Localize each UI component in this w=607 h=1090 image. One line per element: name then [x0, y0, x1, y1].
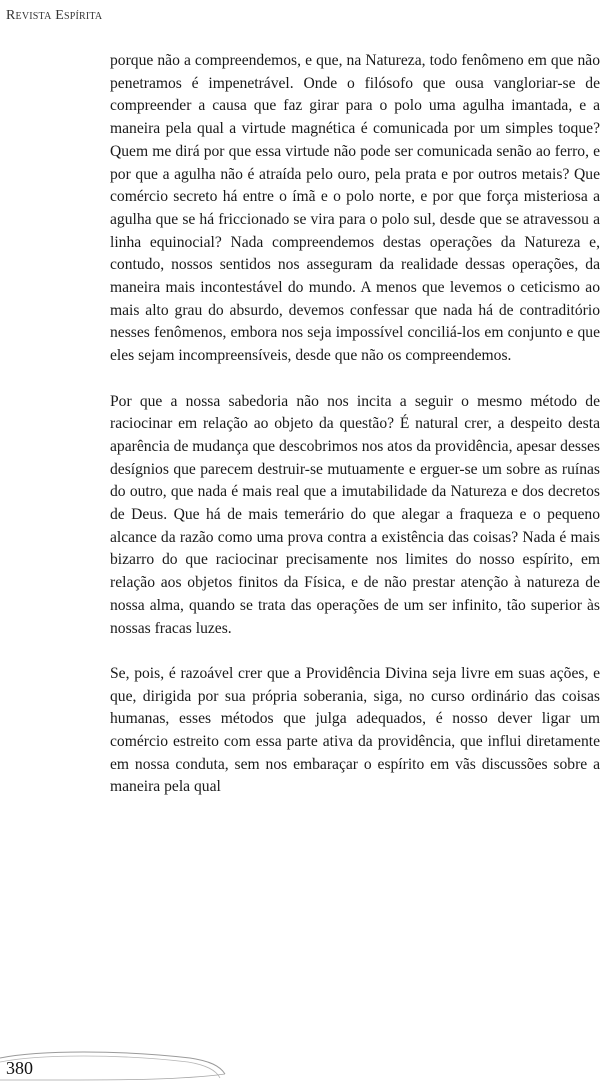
paragraph-2: Por que a nossa sabedoria não nos incita a seguir o mesmo método de raciocinar em relação ao objeto da questão? É natural crer, a despeito desta aparência de mudança que descobrimos nos atos da providência, apesar desses desígnios que parecem destruir-se mutuamente e erguer-se um sobre as ruínas do outro, que nada é mais real que a imutabilidade da Natureza e dos decretos de Deus. Que há de mais temerário do que alegar a fraqueza e o pequeno alcance da razão como uma prova contra a existência das coisas? Nada é mais bizarro do que raciocinar precisamente nos limites do nosso espírito, em relação aos objetos finitos da Física, e de não prestar atenção à natureza de nossa alma, quando se trata das operações de um ser infinito, tão superior às nossas fracas luzes. [110, 392, 600, 637]
footer-swoosh-decoration [0, 1044, 230, 1084]
page-number: 380 [6, 1058, 33, 1078]
paragraph-1: porque não a compreendemos, e que, na Natureza, todo fenômeno em que não penetramos é impenetrável. Onde o filósofo que ousa vangloriar-se de compreender a causa que faz girar para o polo uma agulha imantada, e a maneira pela qual a virtude magnética é comunicada por um simples toque? Quem me dirá por que essa virtude não pode ser comunicada senão ao ferro, e por que a agulha não é atraída pelo ouro, pela prata e por outros metais? Que comércio secreto há entre o ímã e o polo norte, e por que força misteriosa a agulha que se há friccionado se vira para o polo sul, desde que se atravessou a linha equinocial? Nada compreendemos destas operações da Natureza e, contudo, nossos sentidos nos asseguram da realidade dessas operações, da maneira mais incontestável do mundo. A menos que levemos o ceticismo ao mais alto grau do absurdo, devemos confessar que nada há de contraditório nesses fenômenos, embora nos seja impossível conciliá-los em conjunto e que eles sejam incompreensíveis, desde que não os compreendemos. [110, 52, 600, 365]
paragraph-3: Se, pois, é razoável crer que a Providência Divina seja livre em suas ações, e que, dirigida por sua própria soberania, siga, no curso ordinário das coisas humanas, esses métodos que julga adequados, é nosso dever ligar um comércio estreito com essa parte ativa da providência, que influi diretamente em nossa conduta, sem nos embaraçar o espírito em vãs discussões sobre a maneira pela qual [110, 664, 600, 796]
running-header: Revista Espírita [6, 8, 103, 23]
body-text [110, 50, 600, 822]
